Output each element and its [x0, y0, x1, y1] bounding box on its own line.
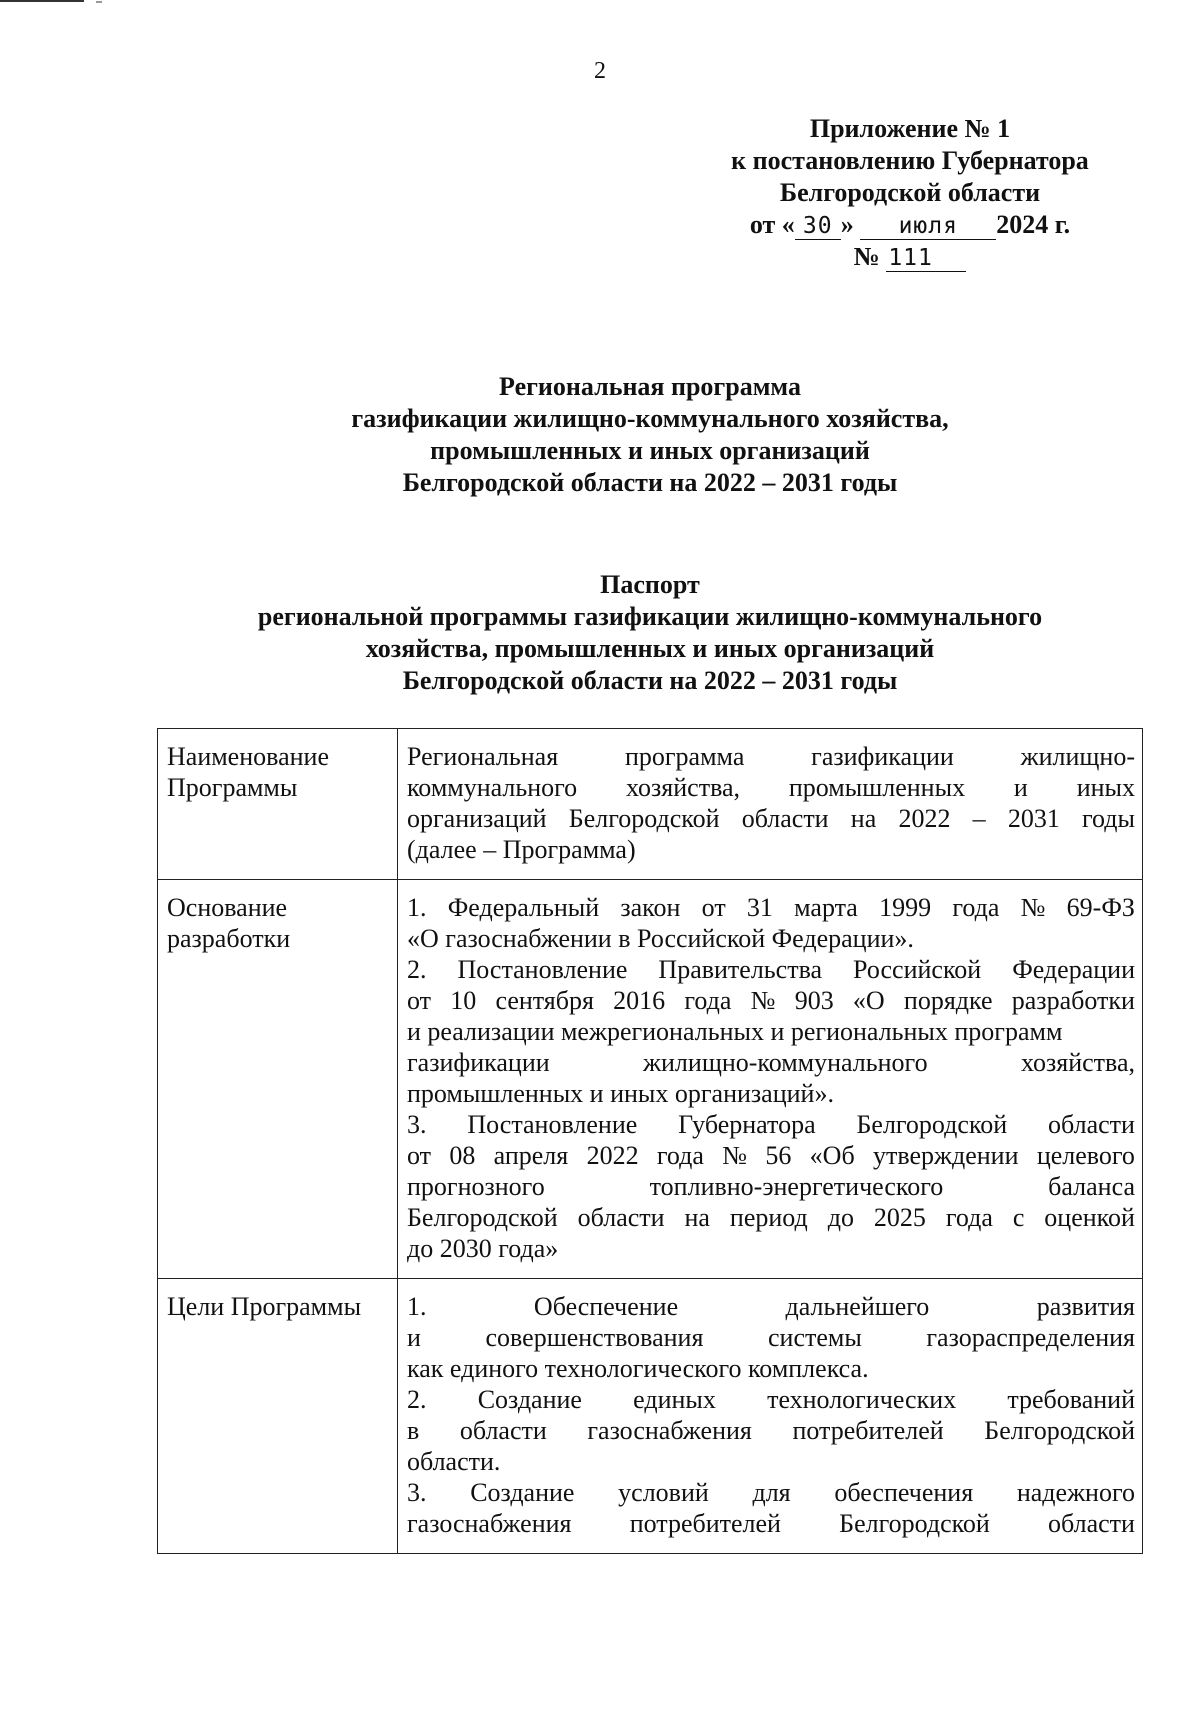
value-line: [407, 741, 1135, 772]
value-word: Российской: [853, 955, 982, 984]
appendix-line-3: Белгородской области: [779, 178, 1041, 207]
value-word: целевого: [1036, 1141, 1135, 1170]
appendix-line-2: к постановлению Губернатора: [731, 146, 1089, 175]
value-word: области: [741, 804, 829, 833]
value-word: на: [684, 1203, 710, 1232]
value-word: апреля: [493, 1141, 569, 1170]
value-line: [407, 1353, 1135, 1384]
passport-title-line-2: региональной программы газификации жилищно-коммунального: [257, 602, 1043, 631]
value-word: утверждении: [873, 1141, 1019, 1170]
value-word: как единого технологического комплекса.: [407, 1354, 869, 1383]
value-word: Федерации: [1012, 955, 1135, 984]
value-word: закон: [620, 893, 681, 922]
value-word: 2025: [873, 1203, 926, 1232]
value-word: системы: [768, 1323, 862, 1352]
value-word: годы: [1082, 804, 1135, 833]
value-word: баланса: [1048, 1172, 1135, 1201]
row-value: [398, 1279, 1143, 1554]
value-word: газоснабжения: [587, 1416, 752, 1445]
row-label: [158, 729, 398, 880]
value-word: потребителей: [792, 1416, 944, 1445]
appendix-line-1: Приложение № 1: [809, 114, 1011, 143]
value-word: на: [850, 804, 877, 833]
value-word: потребителей: [629, 1509, 781, 1538]
value-line: до 2030 года»: [407, 1234, 559, 1263]
value-word: области: [1048, 1509, 1135, 1538]
value-word: №: [722, 1141, 748, 1170]
value-word: и: [407, 1323, 421, 1352]
value-word: «О газоснабжении в Российской Федерации».: [407, 924, 914, 953]
passport-title: [150, 569, 1150, 697]
value-line: [407, 772, 1135, 803]
program-title: [150, 371, 1150, 499]
value-word: года: [945, 1203, 993, 1232]
date-month: июля: [860, 213, 996, 240]
value-word: 1.: [407, 1292, 427, 1321]
value-word: области.: [407, 1447, 501, 1476]
value-word: хозяйства,: [626, 773, 741, 802]
value-word: жилищно-коммунального: [643, 1048, 928, 1077]
value-word: коммунального: [407, 773, 578, 802]
scan-edge-mark: [0, 0, 84, 2]
appendix-number-line: [700, 241, 1120, 273]
value-word: 2.: [407, 955, 427, 984]
row-value: [398, 729, 1143, 880]
value-word: от: [407, 986, 432, 1015]
value-line: [407, 1291, 1135, 1322]
value-word: 2.: [407, 1385, 427, 1414]
value-word: организаций: [407, 804, 547, 833]
value-word: 69-ФЗ: [1066, 893, 1135, 922]
date-mid: »: [840, 210, 854, 239]
value-line: [407, 923, 1135, 954]
value-word: «О: [852, 986, 885, 1015]
value-word: Создание: [477, 1385, 582, 1414]
value-word: порядке: [903, 986, 993, 1015]
passport-title-line-4: Белгородской области на 2022 – 2031 годы: [402, 666, 898, 695]
number-prefix: №: [853, 242, 880, 271]
value-word: года: [952, 893, 1000, 922]
value-word: года: [684, 986, 732, 1015]
label-line: Программы: [167, 773, 298, 802]
value-word: Обеспечение: [533, 1292, 679, 1321]
value-word: в: [407, 1416, 420, 1445]
value-word: «Об: [809, 1141, 855, 1170]
label-line: Цели Программы: [167, 1292, 362, 1321]
value-line: [407, 1078, 1135, 1109]
value-word: Региональная: [407, 742, 559, 771]
value-word: прогнозного: [407, 1172, 545, 1201]
label-line: разработки: [167, 924, 291, 953]
value-word: 08: [449, 1141, 476, 1170]
value-word: иных: [1076, 773, 1135, 802]
value-word: –: [972, 804, 986, 833]
value-word: надежного: [1016, 1478, 1135, 1507]
value-word: №: [750, 986, 776, 1015]
appendix-date-line: [700, 209, 1120, 241]
value-word: Белгородской: [407, 1203, 558, 1232]
value-line: [407, 1047, 1135, 1078]
row-label: [158, 1279, 398, 1554]
value-word: 2022: [586, 1141, 639, 1170]
table-row: [158, 1279, 1143, 1554]
value-word: программа: [624, 742, 745, 771]
value-word: области: [1048, 1110, 1135, 1139]
value-word: газификации: [407, 1048, 550, 1077]
value-word: 2022: [898, 804, 951, 833]
label-line: Основание: [167, 893, 288, 922]
value-line: [407, 1446, 1135, 1477]
value-line: [407, 1109, 1135, 1140]
value-line: [407, 1322, 1135, 1353]
value-line: [407, 1016, 1135, 1047]
appendix-header: [700, 113, 1120, 273]
value-word: до: [827, 1203, 854, 1232]
value-word: Создание: [470, 1478, 575, 1507]
value-word: жилищно-: [1020, 742, 1135, 771]
value-word: оценкой: [1044, 1203, 1135, 1232]
value-word: сентября: [495, 986, 594, 1015]
value-word: Белгородской: [839, 1509, 990, 1538]
label-line: Наименование: [167, 742, 329, 771]
passport-title-line-3: хозяйства, промышленных и иных организаций: [365, 634, 935, 663]
number-value: 111: [886, 245, 966, 272]
row-value: [398, 880, 1143, 1279]
value-word: 1999: [879, 893, 932, 922]
value-line: [407, 1508, 1135, 1539]
value-word: года: [656, 1141, 704, 1170]
value-word: промышленных: [788, 773, 966, 802]
program-title-line-4: Белгородской области на 2022 – 2031 годы: [402, 468, 898, 497]
value-word: 3.: [407, 1478, 427, 1507]
date-prefix: от «: [749, 210, 795, 239]
value-word: Федеральный: [447, 893, 600, 922]
value-word: 10: [450, 986, 477, 1015]
value-word: 1.: [407, 893, 427, 922]
value-line: [407, 1415, 1135, 1446]
value-line: [407, 1202, 1135, 1233]
value-word: газораспределения: [926, 1323, 1135, 1352]
value-line: [407, 1384, 1135, 1415]
value-word: совершенствования: [485, 1323, 704, 1352]
value-line: [407, 985, 1135, 1016]
value-word: и реализации межрегиональных и региональных программ: [407, 1017, 1063, 1046]
value-word: от: [701, 893, 726, 922]
value-word: дальнейшего: [785, 1292, 930, 1321]
value-line: [407, 1140, 1135, 1171]
row-label: [158, 880, 398, 1279]
value-word: хозяйства,: [1020, 1048, 1135, 1077]
value-word: 31: [746, 893, 773, 922]
value-line: [407, 954, 1135, 985]
value-word: разработки: [1011, 986, 1135, 1015]
value-line: [407, 1477, 1135, 1508]
value-word: 56: [765, 1141, 792, 1170]
value-word: условий: [618, 1478, 709, 1507]
date-year: 2024 г.: [996, 210, 1071, 239]
value-word: 903: [794, 986, 834, 1015]
scan-speck: [96, 1, 102, 3]
value-word: период: [729, 1203, 808, 1232]
value-word: промышленных и иных организаций».: [407, 1079, 834, 1108]
value-word: и: [1013, 773, 1028, 802]
value-word: 2031: [1007, 804, 1060, 833]
program-title-line-2: газификации жилищно-коммунального хозяйства,: [351, 404, 949, 433]
page-number: 2: [594, 58, 606, 84]
value-word: требований: [1007, 1385, 1135, 1414]
program-title-line-1: Региональная программа: [499, 372, 801, 401]
passport-table: [157, 728, 1143, 1554]
value-word: газификации: [811, 742, 954, 771]
value-word: Губернатора: [678, 1110, 816, 1139]
value-word: области: [577, 1203, 665, 1232]
value-word: обеспечения: [834, 1478, 974, 1507]
value-word: Постановление: [467, 1110, 638, 1139]
value-word: от: [407, 1141, 432, 1170]
program-title-line-3: промышленных и иных организаций: [430, 436, 870, 465]
value-word: 3.: [407, 1110, 427, 1139]
value-word: области: [459, 1416, 547, 1445]
value-word: для: [752, 1478, 791, 1507]
table-row: [158, 729, 1143, 880]
value-word: газоснабжения: [407, 1509, 572, 1538]
value-line: [407, 1171, 1135, 1202]
value-word: 2016: [613, 986, 666, 1015]
value-word: единых: [633, 1385, 716, 1414]
value-line: (далее – Программа): [407, 835, 636, 864]
value-line: [407, 892, 1135, 923]
value-word: Постановление: [457, 955, 628, 984]
table-row: [158, 880, 1143, 1279]
date-day: 30: [795, 213, 841, 240]
value-line: [407, 803, 1135, 834]
value-word: развития: [1036, 1292, 1135, 1321]
value-word: технологических: [767, 1385, 957, 1414]
value-word: №: [1020, 893, 1046, 922]
passport-title-line-1: Паспорт: [600, 570, 700, 599]
value-word: Белгородской: [856, 1110, 1008, 1139]
value-word: Белгородской: [568, 804, 720, 833]
value-word: Правительства: [658, 955, 823, 984]
value-word: топливно-энергетического: [649, 1172, 944, 1201]
value-word: Белгородской: [984, 1416, 1135, 1445]
value-word: марта: [794, 893, 858, 922]
value-word: с: [1012, 1203, 1025, 1232]
